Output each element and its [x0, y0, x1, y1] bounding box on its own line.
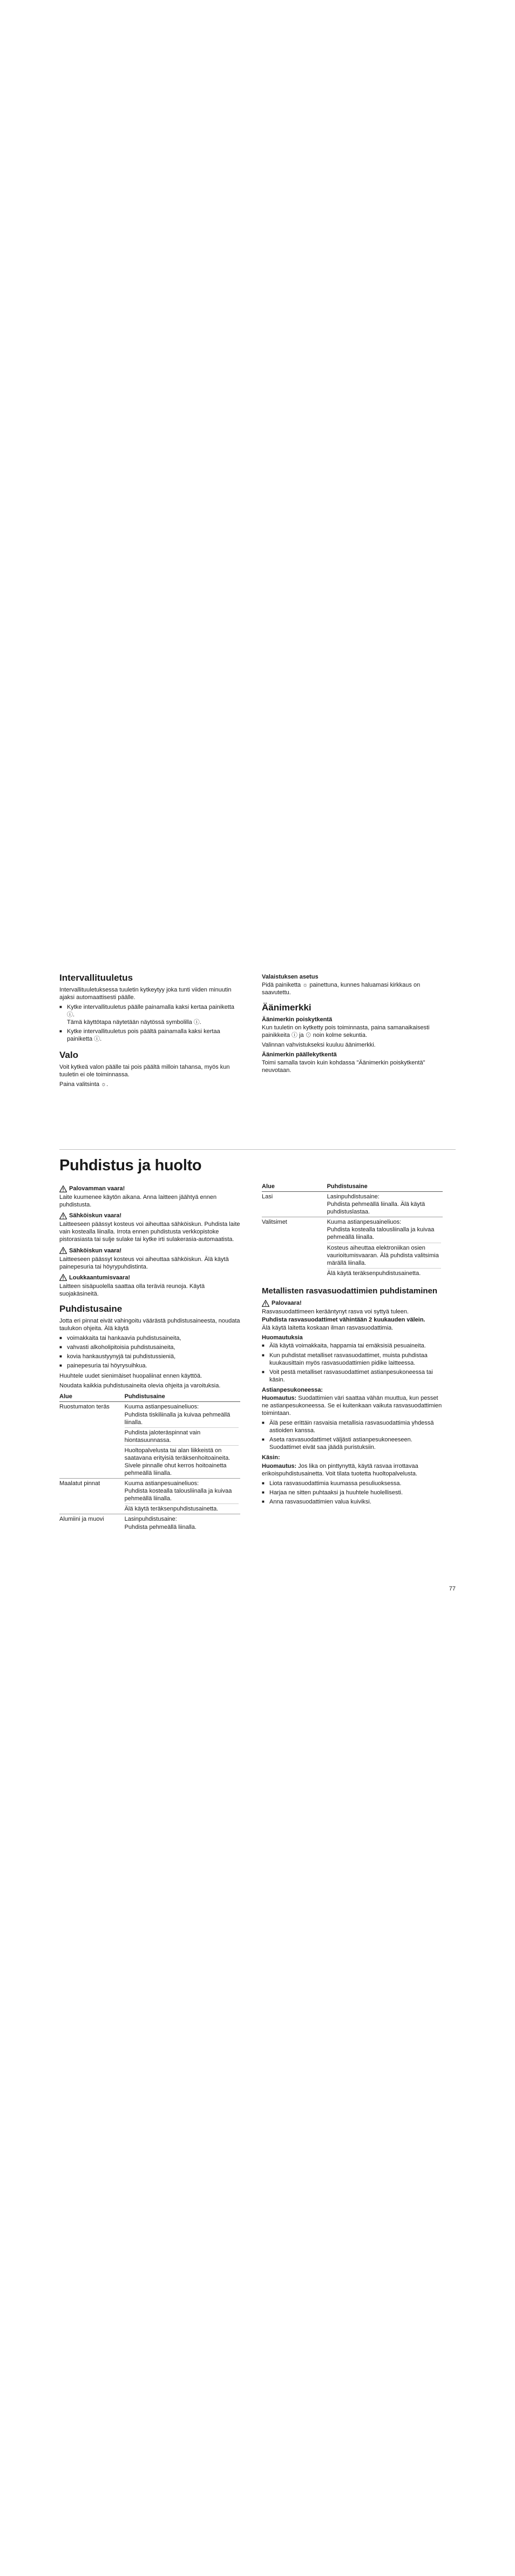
page-number: 77 — [449, 1586, 456, 1592]
table-cell-detergent — [327, 1192, 443, 1217]
left-lower-column — [59, 1182, 240, 1535]
list-item: ■ Harjaa ne sitten puhtaaksi ja huuhtele huolellisesti. — [262, 1489, 443, 1496]
filter-cleaning-title: Metallisten rasvasuodattimien puhdistaminen — [262, 1286, 438, 1296]
table-cell-detergent — [125, 1514, 240, 1532]
beep-on-title: Äänimerkin päällekytkentä — [262, 1051, 337, 1058]
warning-burn — [59, 1185, 240, 1192]
list-item: ■ Älä pese erittäin rasvaisia metallisia rasvasuodattimia yhdessä astioiden kanssa. — [262, 1419, 443, 1434]
table-cell-area: Valitsimet — [262, 1217, 327, 1278]
list-item: ■ kovia hankaustyynyjä tai puhdistussieniä, — [59, 1353, 240, 1360]
beep-title: Äänimerkki — [262, 1002, 311, 1013]
table-header: Alue — [59, 1392, 125, 1402]
warning-title: Sähköiskun vaara! — [69, 1212, 122, 1219]
list-item: ■ painepesuria tai höyrysuihkua. — [59, 1362, 240, 1370]
detergent-intro: Jotta eri pinnat eivät vahingoitu väärästä puhdistusaineesta, noudata taulukon ohjeita. Älä käytä — [59, 1317, 240, 1332]
detergent-list — [59, 1334, 240, 1370]
warning-text: Laitteeseen päässyt kosteus voi aiheuttaa sähköiskun. Puhdista laite vain kostealla liinalla. Irrota ennen puhdistusta verkkopistoke pistorasiasta tai sulje sulake tai kytke irti sulakerasia-automaatista. — [59, 1221, 240, 1243]
cell-line: Kuuma astianpesuaineliuos: Puhdista kostealla talousliinalla ja kuivaa pehmeällä liinalla. — [327, 1219, 435, 1241]
cell-line: Lasinpuhdistusaine: Puhdista pehmeällä liinalla. Älä käytä puhdistuslastaa. — [327, 1193, 425, 1216]
note-label: Huomautus: — [262, 1394, 297, 1401]
interval-title: Intervallituuletus — [59, 973, 133, 983]
cleaning-heading — [59, 1156, 275, 1176]
list-item: ■ Liota rasvasuodattimia kuumassa pesuliuoksessa. — [262, 1480, 443, 1487]
list-item: ■ Anna rasvasuodattimien valua kuiviksi. — [262, 1498, 443, 1506]
list-item: ■ Aseta rasvasuodattimet väljästi astianpesukoneeseen. Suodattimet eivät saa jäädä puristuksiin. — [262, 1436, 443, 1451]
table-row — [59, 1514, 240, 1532]
cell-line: Kuuma astianpesuaineliuos: Puhdista tiskiliinalla ja kuivaa pehmeällä liinalla. — [124, 1404, 231, 1426]
left-upper-column — [59, 972, 240, 1090]
cell-line: Kuuma astianpesuaineliuos: Puhdista kostealla talousliinalla ja kuivaa pehmeällä liinalla. — [124, 1480, 232, 1502]
page-title: Puhdistus ja huolto — [59, 1157, 202, 1174]
warning-shock-1 — [59, 1212, 240, 1219]
warning-text: Laite kuumenee käytön aikana. Anna laitteen jäähtyä ennen puhdistusta. — [59, 1194, 217, 1209]
dishwasher-title: Astianpesukoneessa: — [262, 1386, 323, 1393]
warning-shock-2 — [59, 1247, 240, 1255]
beep-off-text: Kun tuuletin on kytketty pois toiminnasta, paina samanaikaisesti painikkeita ⓘ ja ⊙ noin kolme sekuntia. — [262, 1024, 430, 1039]
list-item: ■ Kun puhdistat metalliset rasvasuodattimet, muista puhdistaa kuukausittain myös rasvasuodattimien pidike laitteessa. — [262, 1352, 443, 1367]
beep-on-text: Toimi samalla tavoin kuin kohdassa "Äänimerkin poiskytkentä" neuvotaan. — [262, 1060, 425, 1074]
light-title: Valo — [59, 1050, 78, 1061]
note-label: Huomautus: — [262, 1462, 297, 1469]
detergent-note-2: Noudata kaikkia puhdistusaineita olevia ohjeita ja varoituksia. — [59, 1383, 221, 1390]
detergent-title: Puhdistusaine — [59, 1304, 123, 1314]
cleaning-table-1 — [59, 1392, 240, 1532]
table-cell-detergent — [125, 1479, 240, 1514]
warning-title: Palovaara! — [272, 1300, 302, 1307]
warning-icon — [59, 1212, 67, 1219]
cell-line: Lasinpuhdistusaine: Puhdista pehmeällä liinalla. — [124, 1516, 196, 1530]
list-item: ■ Voit pestä metalliset rasvasuodattimet astianpesukoneessa tai käsin. — [262, 1368, 443, 1384]
table-row — [262, 1217, 443, 1278]
warning-title: Loukkaantumisvaara! — [69, 1274, 131, 1281]
beep-off-title: Äänimerkin poiskytkentä — [262, 1016, 333, 1023]
interval-list — [59, 1003, 240, 1043]
cleaning-table-2 — [262, 1182, 443, 1278]
table-header: Puhdistusaine — [125, 1392, 240, 1402]
right-upper-column — [262, 972, 443, 1077]
cell-line: Kosteus aiheuttaa elektroniikan osien vaurioitumisvaaran. Älä puhdista valitsimia märällä liinalla. — [327, 1243, 441, 1267]
warning-title: Sähköiskun vaara! — [69, 1247, 122, 1254]
warning-text: Laitteeseen päässyt kosteus voi aiheuttaa sähköiskun. Älä käytä painepesuria tai höyrypuhdistinta. — [59, 1256, 229, 1270]
list-item: ■ Älä käytä voimakkaita, happamia tai emäksisiä pesuaineita. — [262, 1342, 443, 1350]
list-item: ■ Kytke intervallituuletus päälle painamalla kaksi kertaa painiketta ⓘ. Tämä käyttötapa näytetään näytössä symbolilla ⓘ. — [59, 1003, 240, 1026]
dishwasher-note — [262, 1394, 443, 1417]
light-action: Paina valitsinta ☼. — [59, 1081, 109, 1088]
by-hand-title: Käsin: — [262, 1454, 280, 1461]
notes-list — [262, 1342, 443, 1383]
warning-injury — [59, 1274, 240, 1282]
table-cell-area: Ruostumaton teräs — [59, 1402, 125, 1479]
filter-required-text: Älä käytä laitetta koskaan ilman rasvasuodattimia. — [262, 1325, 394, 1332]
light-text: Voit kytkeä valon päälle tai pois päältä milloin tahansa, myös kun tuuletin ei ole toiminnassa. — [59, 1064, 230, 1078]
by-hand-note — [262, 1462, 443, 1478]
table-row — [59, 1479, 240, 1514]
beep-confirm-text: Valinnan vahvistukseksi kuuluu äänimerkki. — [262, 1042, 376, 1049]
right-lower-column — [262, 1182, 443, 1508]
table-cell-area: Maalatut pinnat — [59, 1479, 125, 1514]
dishwasher-list — [262, 1419, 443, 1451]
cell-line: Älä käytä teräksenpuhdistusainetta. — [125, 1503, 239, 1513]
table-cell-area: Alumiini ja muovi — [59, 1514, 125, 1532]
warning-fire — [262, 1299, 443, 1307]
note-text: Jos lika on pinttynyttä, käytä rasvaa irrottavaa erikoispuhdistusainetta. Voit tilata tuotetta huoltopalvelusta. — [262, 1462, 418, 1477]
warning-icon — [59, 1274, 67, 1281]
warning-icon — [59, 1185, 67, 1192]
table-row — [262, 1192, 443, 1217]
list-item: ■ voimakkaita tai hankaavia puhdistusaineita, — [59, 1334, 240, 1342]
interval-intro: Intervallituuletuksessa tuuletin kytkeytyy joka tunti viiden minuutin ajaksi automaattisesti päälle. — [59, 986, 232, 1001]
detergent-note-1: Huuhtele uudet sienimäiset huopaliinat ennen käyttöä. — [59, 1373, 202, 1380]
cell-line: Huoltopalvelusta tai alan liikkeistä on saatavana erityisiä teräksenhoitoaineita. Sivele pinnalle ohut kerros hoitoainetta pehmeällä liinalla. — [125, 1445, 239, 1477]
by-hand-list — [262, 1480, 443, 1506]
list-item: ■ Kytke intervallituuletus pois päältä painamalla kaksi kertaa painiketta ⓘ. — [59, 1028, 240, 1043]
table-row — [59, 1402, 240, 1479]
note-text: Suodattimien väri saattaa vähän muuttua, kun pesset ne astianpesukoneessa. Se ei kuitenkaan vaikuta rasvasuodattimien toimintaan. — [262, 1394, 442, 1417]
table-cell-detergent — [125, 1402, 240, 1479]
warning-icon — [59, 1247, 67, 1254]
warning-title: Palovamman vaara! — [69, 1185, 125, 1192]
notes-title: Huomautuksia — [262, 1334, 303, 1341]
list-item: ■ vahvasti alkoholipitoisia puhdistusaineita, — [59, 1344, 240, 1351]
cell-line: Älä käytä teräksenpuhdistusainetta. — [327, 1268, 441, 1277]
brightness-text: Pidä painiketta ☼ painettuna, kunnes haluamasi kirkkaus on saavutettu. — [262, 982, 421, 996]
table-cell-area: Lasi — [262, 1192, 327, 1217]
cell-line: Puhdista jaloteräspinnat vain hiontasuunnassa. — [125, 1427, 239, 1444]
table-header: Alue — [262, 1182, 327, 1192]
brightness-title: Valaistuksen asetus — [262, 974, 319, 980]
warning-text: Laitteen sisäpuolella saattaa olla teräviä reunoja. Käytä suojakäsineitä. — [59, 1283, 205, 1297]
table-cell-detergent — [327, 1217, 443, 1278]
filter-interval-text: Puhdista rasvasuodattimet vähintään 2 kuukauden välein. — [262, 1317, 425, 1324]
section-divider — [59, 1149, 456, 1150]
table-header: Puhdistusaine — [327, 1182, 443, 1192]
warning-text: Rasvasuodattimeen kerääntynyt rasva voi syttyä tuleen. — [262, 1309, 409, 1316]
warning-icon — [262, 1300, 269, 1307]
